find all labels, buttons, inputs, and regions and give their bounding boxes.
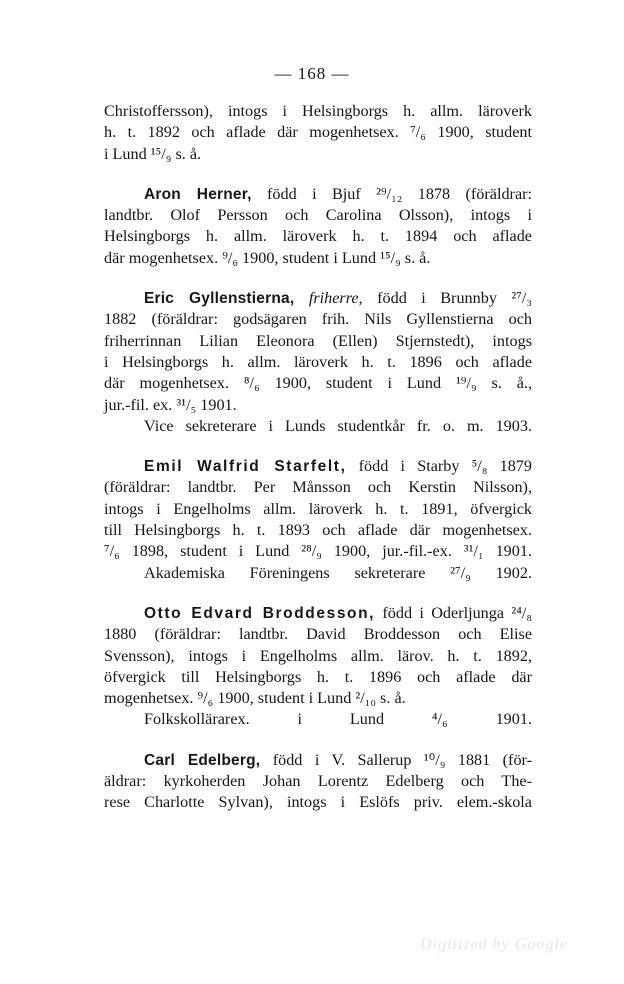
text-line: född i Starby ⁵/₈ 1879 [358, 457, 532, 476]
text-line: rese Charlotte Sylvan), intogs i Eslöfs priv. elem.-skola [104, 793, 532, 812]
text-line: Folkskollärarex. i Lund ⁴/₆ 1901. [144, 710, 532, 729]
text-line: där mogenhetsex. ⁸/₆ 1900, student i Lund ¹⁹/₉ s. å., [104, 374, 532, 393]
text-line: Akademiska Föreningens sekreterare ²⁷/₉ 1902. [144, 563, 532, 582]
text-line: öfvergick till Helsingborgs h. t. 1896 och aflade där [104, 667, 532, 686]
text-line: till Helsingborgs h. t. 1893 och aflade där mogenhetsex. [104, 521, 532, 540]
text-line: född i Bjuf ²⁹/₁₂ 1878 (föräldrar: [267, 184, 533, 203]
person-name: Eric Gyllenstierna, [144, 290, 295, 308]
entry-carl-edelberg [104, 750, 532, 814]
text-line: landtbr. Olof Persson och Carolina Olsson), intogs i [104, 206, 532, 225]
entry-first-line [104, 184, 532, 205]
digitization-watermark: Digitized by Google [420, 936, 568, 953]
entry-aron-herner [104, 184, 532, 269]
text-line: Vice sekreterare i Lunds studentkår fr. o. m. 1903. [144, 416, 532, 435]
text-line: 1882 (föräldrar: godsägaren frih. Nils Gyllenstierna och [104, 310, 532, 329]
page-number: — 168 — [274, 64, 350, 83]
person-name: Carl Edelberg, [144, 751, 261, 769]
text-line: (föräldrar: landtbr. Per Månsson och Kerstin Nilsson), [104, 478, 532, 497]
person-name: Otto Edvard Broddesson, [144, 604, 376, 622]
text-line: ⁷/₆ 1898, student i Lund ²⁸/₉ 1900, jur.-fil.-ex. ³¹/₁ 1901. [104, 542, 532, 561]
text-line: född i V. Sallerup ¹⁰/₉ 1881 (för- [272, 750, 532, 769]
text-line: Svensson), intogs i Engelholms allm. lärov. h. t. 1892, [104, 646, 532, 665]
entry-eric-gyllenstierna [104, 288, 532, 437]
entry-first-line [104, 456, 532, 477]
text-line: Helsingborgs h. allm. läroverk h. t. 1894 och aflade [104, 227, 532, 246]
text-line: i Helsingborgs h. allm. läroverk h. t. 1896 och aflade [104, 352, 532, 371]
person-name: Aron Herner, [144, 185, 252, 203]
text-line: mogenhetsex. ⁹/₆ 1900, student i Lund ²/₁₀ s. å. [104, 689, 406, 708]
text-line: där mogenhetsex. ⁹/₆ 1900, student i Lund ¹⁵/₉ s. å. [104, 248, 431, 267]
text-line: friherrinnan Lilian Eleonora (Ellen) Stjernstedt), intogs [104, 331, 532, 350]
text-line: h. t. 1892 och aflade där mogenhetsex. ⁷/₆ 1900, student [104, 123, 532, 142]
text-line: i Lund ¹⁵/₉ s. å. [104, 144, 202, 163]
entry-otto-broddesson [104, 603, 532, 731]
text-line: född i Brunnby ²⁷/₃ [377, 289, 533, 308]
entry-first-line [104, 750, 532, 771]
person-name: Emil Walfrid Starfelt, [144, 458, 347, 476]
text-line: äldrar: kyrkoherden Johan Lorentz Edelberg och The- [104, 772, 532, 791]
noble-title: friherre, [308, 289, 363, 308]
text-line: jur.-fil. ex. ³¹/₅ 1901. [104, 395, 237, 414]
entry-emil-starfelt [104, 456, 532, 584]
text-line: född i Oderljunga ²⁴/₈ [382, 603, 533, 622]
text-line: intogs i Engelholms allm. läroverk h. t. 1891, öfvergick [104, 499, 532, 518]
page-body [104, 101, 532, 814]
entry-first-line [104, 603, 532, 624]
entry-first-line [104, 288, 532, 309]
text-line: Christoffersson), intogs i Helsingborgs h. allm. läroverk [104, 102, 532, 120]
paragraph-continuation [104, 101, 532, 165]
text-line: 1880 (föräldrar: landtbr. David Broddesson och Elise [104, 625, 532, 644]
